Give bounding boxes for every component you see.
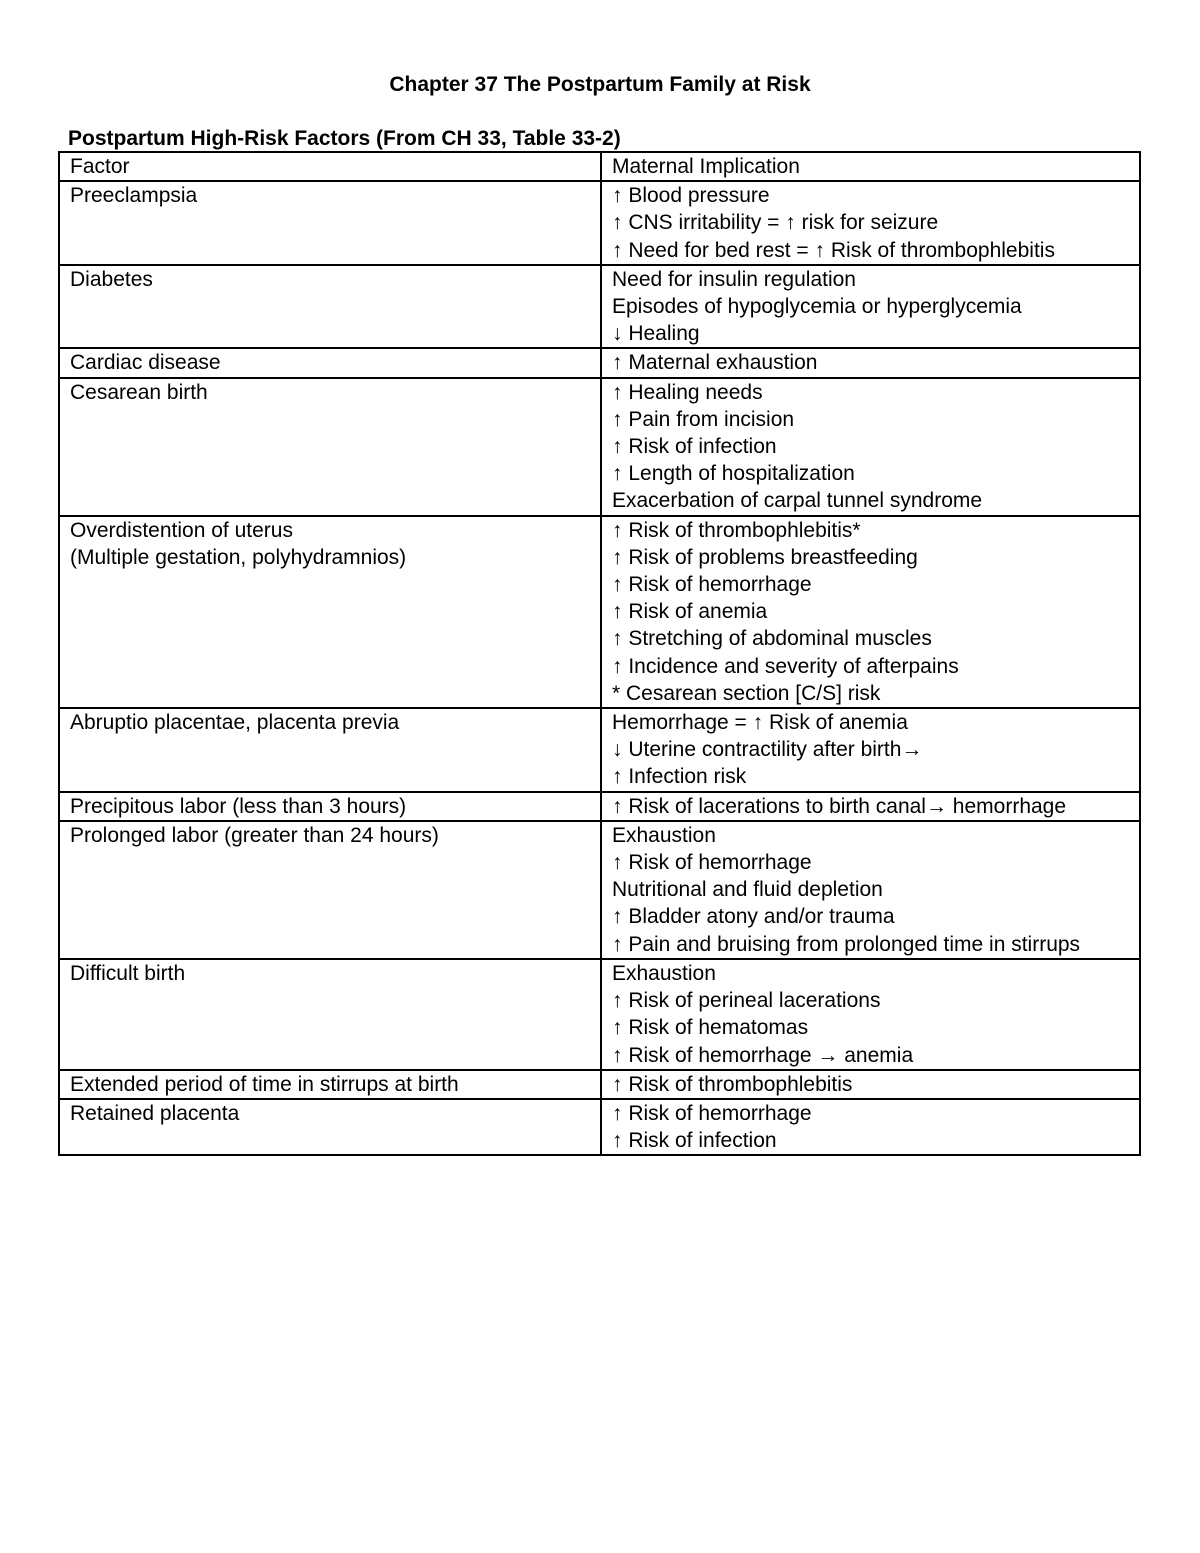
header-factor: Factor	[59, 152, 601, 181]
implication-text: ↑ Need for bed rest = ↑ Risk of thrombophlebitis	[612, 238, 1055, 262]
factor-cell	[59, 1070, 601, 1099]
factor-cell	[59, 378, 601, 516]
table-row	[59, 348, 1140, 377]
implication-cell	[601, 1070, 1140, 1099]
implication-cell	[601, 959, 1140, 1070]
factor-text: Abruptio placentae, placenta previa	[70, 711, 400, 735]
table-row	[59, 821, 1140, 959]
table-body	[59, 181, 1140, 1155]
factor-text: Precipitous labor (less than 3 hours)	[70, 794, 407, 818]
table-header-row	[59, 152, 1140, 181]
factor-text: Difficult birth	[70, 961, 186, 985]
factor-text: Diabetes	[70, 267, 153, 291]
table-row	[59, 378, 1140, 516]
implication-text: ↑ Risk of hemorrhage	[612, 573, 812, 597]
implication-text: ↑ Pain from incision	[612, 407, 795, 431]
factor-cell	[59, 265, 601, 349]
section-heading: Postpartum High-Risk Factors (From CH 33, Table 33-2)	[68, 127, 621, 150]
implication-text: ↑ Stretching of abdominal muscles	[612, 627, 932, 651]
header-maternal-implication: Maternal Implication	[601, 152, 1140, 181]
implication-text: ↑ Healing needs	[612, 380, 763, 404]
implication-text: ↑ Risk of lacerations to birth canal→ hemorrhage	[612, 794, 1067, 818]
implication-cell	[601, 708, 1140, 792]
implication-text: ↑ Risk of perineal lacerations	[612, 989, 881, 1013]
factor-text: Cesarean birth	[70, 380, 208, 404]
table-row	[59, 181, 1140, 265]
implication-text: ↑ Length of hospitalization	[612, 462, 855, 486]
table-row	[59, 792, 1140, 821]
implication-cell	[601, 516, 1140, 708]
implication-text: ↑ Risk of infection	[612, 1129, 777, 1153]
factor-text: Extended period of time in stirrups at birth	[70, 1072, 459, 1096]
factor-cell	[59, 516, 601, 708]
factor-cell	[59, 181, 601, 265]
implication-text: ↑ Risk of hemorrhage	[612, 851, 812, 875]
factor-cell	[59, 959, 601, 1070]
factor-cell	[59, 1099, 601, 1155]
factor-cell	[59, 792, 601, 821]
implication-text: ↑ Risk of infection	[612, 435, 777, 459]
implication-text: Hemorrhage = ↑ Risk of anemia	[612, 711, 908, 735]
implication-cell	[601, 792, 1140, 821]
implication-text: Episodes of hypoglycemia or hyperglycemia	[612, 295, 1022, 319]
factor-text: Retained placenta	[70, 1101, 240, 1125]
factor-text: Overdistention of uterus	[70, 518, 293, 542]
implication-text: ↑ Pain and bruising from prolonged time in stirrups	[612, 932, 1081, 956]
implication-text: ↑ Infection risk	[612, 765, 747, 789]
implication-text: ↑ Risk of thrombophlebitis*	[612, 518, 861, 542]
implication-text: ↑ Risk of hemorrhage	[612, 1101, 812, 1125]
implication-text: ↑ Maternal exhaustion	[612, 351, 818, 375]
implication-text: Need for insulin regulation	[612, 267, 856, 291]
implication-cell	[601, 378, 1140, 516]
implication-text: ↑ Risk of problems breastfeeding	[612, 545, 918, 569]
table-row	[59, 959, 1140, 1070]
implication-text: Exhaustion	[612, 961, 716, 985]
implication-text: ↑ Bladder atony and/or trauma	[612, 905, 895, 929]
implication-cell	[601, 1099, 1140, 1155]
implication-text: ↑ Risk of anemia	[612, 600, 768, 624]
implication-text: ↓ Healing	[612, 322, 700, 346]
implication-text: Exacerbation of carpal tunnel syndrome	[612, 489, 983, 513]
implication-text: * Cesarean section [C/S] risk	[612, 681, 881, 705]
factor-cell	[59, 708, 601, 792]
factor-text: (Multiple gestation, polyhydramnios)	[70, 545, 407, 569]
implication-text: Exhaustion	[612, 823, 716, 847]
implication-cell	[601, 821, 1140, 959]
implication-text: ↑ CNS irritability = ↑ risk for seizure	[612, 211, 939, 235]
implication-text: ↑ Incidence and severity of afterpains	[612, 654, 959, 678]
factor-text: Cardiac disease	[70, 351, 221, 375]
implication-text: ↑ Blood pressure	[612, 184, 770, 208]
factor-cell	[59, 348, 601, 377]
factor-cell	[59, 821, 601, 959]
implication-text: ↓ Uterine contractility after birth→	[612, 738, 923, 762]
implication-text: ↑ Risk of hematomas	[612, 1016, 809, 1040]
risk-factors-table	[58, 151, 1141, 1156]
table-row	[59, 516, 1140, 708]
implication-text: ↑ Risk of hemorrhage → anemia	[612, 1043, 914, 1067]
implication-cell	[601, 348, 1140, 377]
factor-text: Prolonged labor (greater than 24 hours)	[70, 823, 439, 847]
table-row	[59, 708, 1140, 792]
factor-text: Preeclampsia	[70, 184, 198, 208]
implication-text: Nutritional and fluid depletion	[612, 878, 883, 902]
document-title: Chapter 37 The Postpartum Family at Risk	[389, 73, 811, 96]
table-row	[59, 1099, 1140, 1155]
implication-cell	[601, 181, 1140, 265]
implication-cell	[601, 265, 1140, 349]
implication-text: ↑ Risk of thrombophlebitis	[612, 1072, 853, 1096]
table-row	[59, 265, 1140, 349]
table-row	[59, 1070, 1140, 1099]
